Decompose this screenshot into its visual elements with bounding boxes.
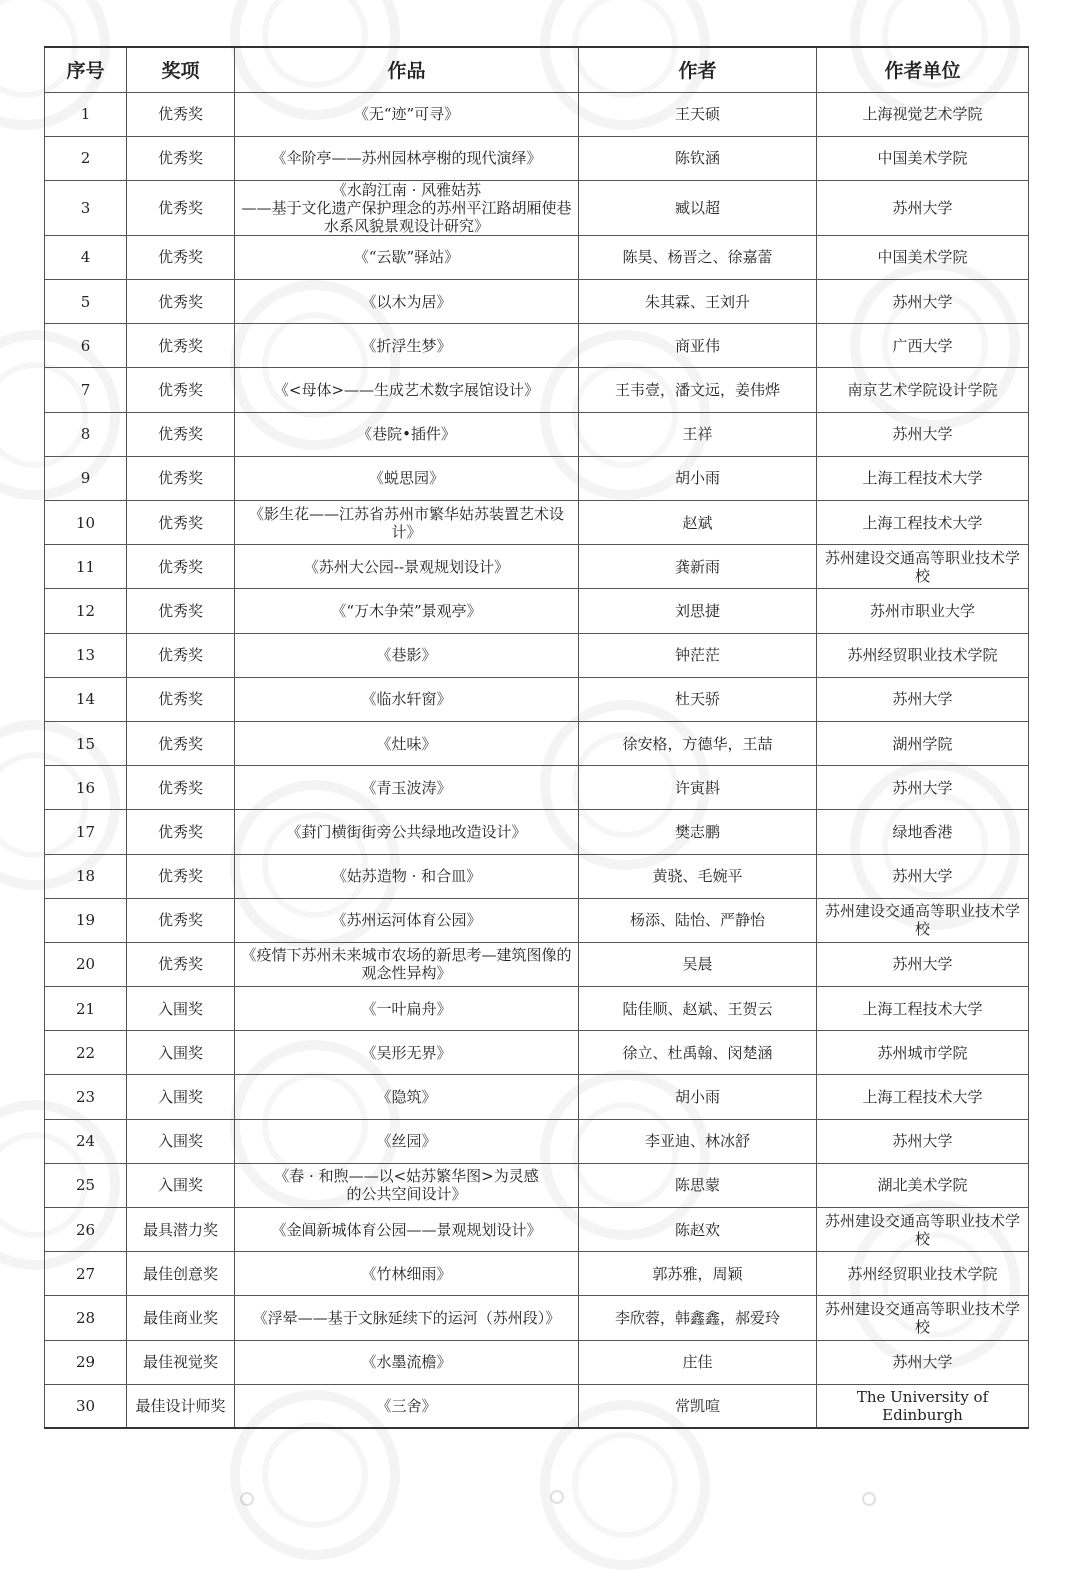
- cell-index: 15: [45, 721, 127, 765]
- cell-award: 优秀奖: [127, 280, 235, 324]
- cell-author: 陈钦涵: [579, 136, 817, 180]
- cell-index: 6: [45, 324, 127, 368]
- cell-award: 优秀奖: [127, 721, 235, 765]
- cell-award: 入围奖: [127, 1119, 235, 1163]
- cell-work: 《伞阶亭——苏州园林亭榭的现代演绎》: [235, 136, 579, 180]
- table-row: [45, 180, 1029, 235]
- cell-author: 胡小雨: [579, 1075, 817, 1119]
- cell-author: 徐安格，方德华，王喆: [579, 721, 817, 765]
- cell-author: 杨添、陆怡、严静怡: [579, 898, 817, 942]
- cell-author: 朱其霖、王刘升: [579, 280, 817, 324]
- cell-institution: 苏州大学: [817, 766, 1029, 810]
- cell-award: 优秀奖: [127, 324, 235, 368]
- table-row: [45, 898, 1029, 942]
- table-row: [45, 677, 1029, 721]
- cell-institution: 苏州建设交通高等职业技术学校: [817, 1296, 1029, 1340]
- cell-award: 最佳设计师奖: [127, 1384, 235, 1428]
- cell-index: 30: [45, 1384, 127, 1428]
- table-row: [45, 545, 1029, 589]
- cell-work: 《苏州运河体育公园》: [235, 898, 579, 942]
- cell-award: 优秀奖: [127, 136, 235, 180]
- cell-index: 28: [45, 1296, 127, 1340]
- table-row: [45, 987, 1029, 1031]
- cell-institution: 苏州大学: [817, 677, 1029, 721]
- cell-author: 赵斌: [579, 501, 817, 545]
- cell-index: 19: [45, 898, 127, 942]
- header-author: 作者: [579, 47, 817, 92]
- cell-index: 22: [45, 1031, 127, 1075]
- cell-author: 许寅斟: [579, 766, 817, 810]
- table-row: [45, 721, 1029, 765]
- table-row: [45, 1252, 1029, 1296]
- cell-institution: 上海视觉艺术学院: [817, 92, 1029, 136]
- cell-author: 商亚伟: [579, 324, 817, 368]
- cell-work: 《春 · 和煦——以<姑苏繁华图>为灵感 的公共空间设计》: [235, 1163, 579, 1207]
- cell-author: 徐立、杜禹翰、闵楚涵: [579, 1031, 817, 1075]
- header-index: 序号: [45, 47, 127, 92]
- cell-index: 26: [45, 1208, 127, 1252]
- cell-work: 《折浮生梦》: [235, 324, 579, 368]
- cell-author: 王祥: [579, 412, 817, 456]
- table-row: [45, 633, 1029, 677]
- cell-author: 黄骁、毛婉平: [579, 854, 817, 898]
- table-row: [45, 412, 1029, 456]
- cell-institution: 苏州建设交通高等职业技术学校: [817, 1208, 1029, 1252]
- cell-institution: 中国美术学院: [817, 235, 1029, 279]
- cell-institution: 上海工程技术大学: [817, 501, 1029, 545]
- cell-index: 2: [45, 136, 127, 180]
- cell-institution: The University of Edinburgh: [817, 1384, 1029, 1428]
- cell-work: 《吴形无界》: [235, 1031, 579, 1075]
- cell-index: 13: [45, 633, 127, 677]
- cell-work: 《竹林细雨》: [235, 1252, 579, 1296]
- cell-award: 优秀奖: [127, 677, 235, 721]
- cell-author: 钟茫茫: [579, 633, 817, 677]
- cell-work: 《隐筑》: [235, 1075, 579, 1119]
- cell-index: 11: [45, 545, 127, 589]
- cell-index: 20: [45, 942, 127, 986]
- cell-work: 《巷影》: [235, 633, 579, 677]
- cell-index: 12: [45, 589, 127, 633]
- cell-work: 《临水轩窗》: [235, 677, 579, 721]
- cell-author: 庄佳: [579, 1340, 817, 1384]
- table-row: [45, 280, 1029, 324]
- cell-award: 优秀奖: [127, 942, 235, 986]
- cell-author: 龚新雨: [579, 545, 817, 589]
- cell-work: 《三舍》: [235, 1384, 579, 1428]
- cell-institution: 苏州大学: [817, 1119, 1029, 1163]
- cell-award: 优秀奖: [127, 501, 235, 545]
- cell-institution: 苏州市职业大学: [817, 589, 1029, 633]
- cell-award: 优秀奖: [127, 92, 235, 136]
- cell-work: 《葑门横街街旁公共绿地改造设计》: [235, 810, 579, 854]
- cell-institution: 绿地香港: [817, 810, 1029, 854]
- table-row: [45, 766, 1029, 810]
- cell-work: 《疫情下苏州未来城市农场的新思考—建筑图像的观念性异构》: [235, 942, 579, 986]
- table-row: [45, 942, 1029, 986]
- cell-award: 最佳商业奖: [127, 1296, 235, 1340]
- table-row: [45, 1208, 1029, 1252]
- watermark-dot: [862, 1492, 876, 1506]
- cell-index: 24: [45, 1119, 127, 1163]
- cell-award: 优秀奖: [127, 235, 235, 279]
- cell-index: 3: [45, 180, 127, 235]
- cell-award: 入围奖: [127, 1031, 235, 1075]
- cell-institution: 上海工程技术大学: [817, 987, 1029, 1031]
- header-institution: 作者单位: [817, 47, 1029, 92]
- awards-table: [44, 46, 1029, 1429]
- cell-institution: 苏州大学: [817, 1340, 1029, 1384]
- cell-work: 《水韵江南 · 风雅姑苏 ——基于文化遗产保护理念的苏州平江路胡厢使巷水系风貌景观设计研究》: [235, 180, 579, 235]
- table-row: [45, 501, 1029, 545]
- cell-work: 《苏州大公园--景观规划设计》: [235, 545, 579, 589]
- cell-award: 入围奖: [127, 1075, 235, 1119]
- cell-index: 4: [45, 235, 127, 279]
- cell-author: 樊志鹏: [579, 810, 817, 854]
- cell-index: 1: [45, 92, 127, 136]
- cell-author: 陈思蒙: [579, 1163, 817, 1207]
- cell-index: 21: [45, 987, 127, 1031]
- table-header-row: [45, 47, 1029, 92]
- cell-award: 优秀奖: [127, 810, 235, 854]
- table-row: [45, 1340, 1029, 1384]
- cell-author: 杜天骄: [579, 677, 817, 721]
- table-row: [45, 235, 1029, 279]
- cell-work: 《无“迹”可寻》: [235, 92, 579, 136]
- cell-award: 最佳视觉奖: [127, 1340, 235, 1384]
- cell-index: 17: [45, 810, 127, 854]
- cell-institution: 苏州经贸职业技术学院: [817, 1252, 1029, 1296]
- cell-institution: 苏州大学: [817, 180, 1029, 235]
- cell-index: 8: [45, 412, 127, 456]
- cell-work: 《灶味》: [235, 721, 579, 765]
- cell-institution: 苏州大学: [817, 280, 1029, 324]
- table-row: [45, 92, 1029, 136]
- cell-index: 29: [45, 1340, 127, 1384]
- cell-work: 《影生花——江苏省苏州市繁华姑苏装置艺术设计》: [235, 501, 579, 545]
- cell-institution: 中国美术学院: [817, 136, 1029, 180]
- cell-index: 10: [45, 501, 127, 545]
- cell-institution: 湖北美术学院: [817, 1163, 1029, 1207]
- cell-work: 《浮晕——基于文脉延续下的运河（苏州段）》: [235, 1296, 579, 1340]
- cell-award: 入围奖: [127, 1163, 235, 1207]
- cell-award: 优秀奖: [127, 456, 235, 500]
- cell-institution: 湖州学院: [817, 721, 1029, 765]
- cell-author: 陈昊、杨晋之、徐嘉蕾: [579, 235, 817, 279]
- cell-institution: 南京艺术学院设计学院: [817, 368, 1029, 412]
- table-row: [45, 456, 1029, 500]
- cell-institution: 苏州建设交通高等职业技术学校: [817, 545, 1029, 589]
- cell-index: 14: [45, 677, 127, 721]
- cell-index: 23: [45, 1075, 127, 1119]
- cell-institution: 苏州经贸职业技术学院: [817, 633, 1029, 677]
- cell-work: 《姑苏造物 · 和合皿》: [235, 854, 579, 898]
- cell-work: 《蜕思园》: [235, 456, 579, 500]
- cell-author: 陈赵欢: [579, 1208, 817, 1252]
- header-work: 作品: [235, 47, 579, 92]
- table-row: [45, 324, 1029, 368]
- cell-author: 刘思捷: [579, 589, 817, 633]
- cell-index: 25: [45, 1163, 127, 1207]
- cell-award: 优秀奖: [127, 854, 235, 898]
- table-row: [45, 1031, 1029, 1075]
- cell-index: 18: [45, 854, 127, 898]
- table-row: [45, 1296, 1029, 1340]
- cell-award: 优秀奖: [127, 633, 235, 677]
- cell-award: 优秀奖: [127, 368, 235, 412]
- cell-author: 王天硕: [579, 92, 817, 136]
- cell-award: 优秀奖: [127, 180, 235, 235]
- table-row: [45, 1384, 1029, 1428]
- table-row: [45, 136, 1029, 180]
- cell-award: 优秀奖: [127, 589, 235, 633]
- watermark-dot: [550, 1490, 564, 1504]
- cell-index: 5: [45, 280, 127, 324]
- cell-author: 王韦壹，潘文远，姜伟烨: [579, 368, 817, 412]
- table-row: [45, 1075, 1029, 1119]
- cell-index: 9: [45, 456, 127, 500]
- cell-work: 《青玉波涛》: [235, 766, 579, 810]
- table-row: [45, 854, 1029, 898]
- cell-institution: 苏州城市学院: [817, 1031, 1029, 1075]
- cell-work: 《<母体>——生成艺术数字展馆设计》: [235, 368, 579, 412]
- cell-award: 优秀奖: [127, 898, 235, 942]
- cell-work: 《金阊新城体育公园——景观规划设计》: [235, 1208, 579, 1252]
- watermark-dot: [240, 1492, 254, 1506]
- cell-work: 《丝园》: [235, 1119, 579, 1163]
- cell-institution: 上海工程技术大学: [817, 1075, 1029, 1119]
- cell-institution: 苏州建设交通高等职业技术学校: [817, 898, 1029, 942]
- cell-award: 优秀奖: [127, 412, 235, 456]
- cell-author: 常凯喧: [579, 1384, 817, 1428]
- cell-institution: 苏州大学: [817, 854, 1029, 898]
- table-row: [45, 1163, 1029, 1207]
- cell-award: 最佳创意奖: [127, 1252, 235, 1296]
- cell-institution: 苏州大学: [817, 412, 1029, 456]
- cell-work: 《巷院•插件》: [235, 412, 579, 456]
- table-row: [45, 810, 1029, 854]
- cell-award: 优秀奖: [127, 766, 235, 810]
- cell-work: 《以木为居》: [235, 280, 579, 324]
- cell-index: 27: [45, 1252, 127, 1296]
- cell-author: 李亚迪、林冰舒: [579, 1119, 817, 1163]
- cell-award: 最具潜力奖: [127, 1208, 235, 1252]
- cell-index: 16: [45, 766, 127, 810]
- cell-work: 《“云歇”驿站》: [235, 235, 579, 279]
- cell-author: 吴晨: [579, 942, 817, 986]
- cell-work: 《“万木争荣”景观亭》: [235, 589, 579, 633]
- cell-author: 陆佳顺、赵斌、王贺云: [579, 987, 817, 1031]
- table-row: [45, 1119, 1029, 1163]
- cell-author: 臧以超: [579, 180, 817, 235]
- cell-institution: 广西大学: [817, 324, 1029, 368]
- cell-award: 入围奖: [127, 987, 235, 1031]
- table-row: [45, 589, 1029, 633]
- cell-work: 《水墨流檐》: [235, 1340, 579, 1384]
- cell-work: 《一叶扁舟》: [235, 987, 579, 1031]
- header-award: 奖项: [127, 47, 235, 92]
- cell-institution: 苏州大学: [817, 942, 1029, 986]
- cell-author: 胡小雨: [579, 456, 817, 500]
- cell-index: 7: [45, 368, 127, 412]
- cell-author: 李欣蓉，韩鑫鑫，郝爱玲: [579, 1296, 817, 1340]
- cell-institution: 上海工程技术大学: [817, 456, 1029, 500]
- table-row: [45, 368, 1029, 412]
- cell-author: 郭苏雅，周颖: [579, 1252, 817, 1296]
- cell-award: 优秀奖: [127, 545, 235, 589]
